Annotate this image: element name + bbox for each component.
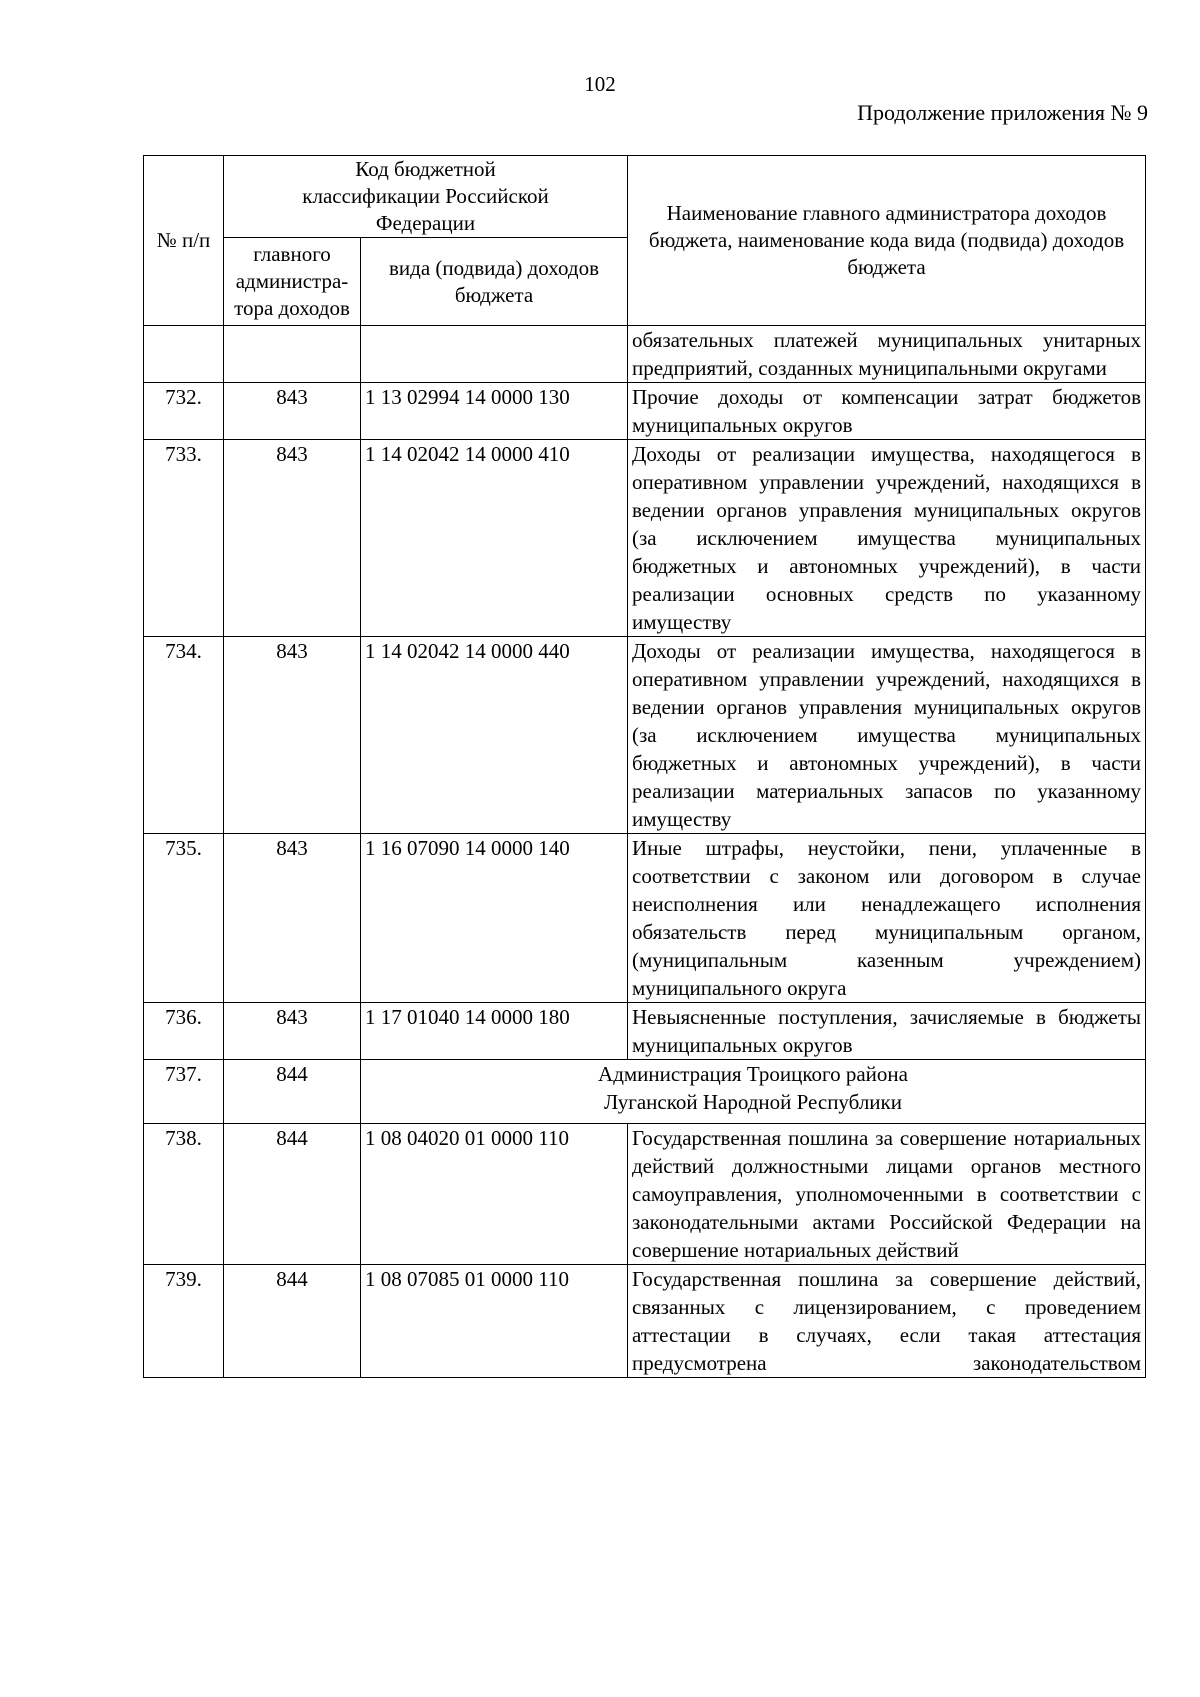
cell-desc: обязательных платежей муниципальных унитарных предприятий, созданных муниципальными округами — [628, 326, 1146, 383]
header-num: № п/п — [144, 156, 224, 326]
cell-desc: Государственная пошлина за совершение нотариальных действий должностными лицами органов местного самоуправления, уполномоченными в соответствии с законодательными актами Российской Федерации на совершение нотариальных действий — [628, 1124, 1146, 1265]
table-row — [144, 1003, 1146, 1060]
cell-num: 737. — [144, 1060, 224, 1124]
cell-admin: 843 — [224, 440, 361, 637]
cell-desc: Государственная пошлина за совершение действий, связанных с лицензированием, с проведением аттестации в случаях, если такая аттестация предусмотрена законодательством — [628, 1265, 1146, 1378]
cell-admin: 843 — [224, 637, 361, 834]
budget-classification-table — [143, 155, 1146, 1378]
cell-code: 1 14 02042 14 0000 440 — [361, 637, 628, 834]
cell-desc: Невыясненные поступления, зачисляемые в бюджеты муниципальных округов — [628, 1003, 1146, 1060]
cell-num: 738. — [144, 1124, 224, 1265]
cell-code — [361, 326, 628, 383]
section-row — [144, 1060, 1146, 1124]
appendix-note: Продолжение приложения № 9 — [857, 100, 1148, 125]
cell-code: 1 13 02994 14 0000 130 — [361, 383, 628, 440]
cell-desc: Доходы от реализации имущества, находящегося в оперативном управлении учреждений, находящихся в ведении органов управления муниципальных округов (за исключением имущества муниципальных бюджетных и автономных учреждений), в части реализации основных средств по указанному имуществу — [628, 440, 1146, 637]
section-title-line-2: Луганской Народной Республики — [604, 1090, 902, 1114]
cell-num: 735. — [144, 834, 224, 1003]
cell-code: 1 08 07085 01 0000 110 — [361, 1265, 628, 1378]
cell-desc: Прочие доходы от компенсации затрат бюджетов муниципальных округов — [628, 383, 1146, 440]
cell-code: 1 16 07090 14 0000 140 — [361, 834, 628, 1003]
header-admin: главного администра-тора доходов — [224, 238, 361, 326]
cell-num: 733. — [144, 440, 224, 637]
header-kbk-group: Код бюджетной классификации Российской Федерации — [224, 156, 628, 238]
page-number: 102 — [584, 72, 616, 96]
cell-code: 1 17 01040 14 0000 180 — [361, 1003, 628, 1060]
table-row — [144, 326, 1146, 383]
table-row — [144, 383, 1146, 440]
header-code: вида (подвида) доходов бюджета — [361, 238, 628, 326]
table-header — [144, 156, 1146, 326]
cell-admin: 844 — [224, 1265, 361, 1378]
cell-num: 734. — [144, 637, 224, 834]
cell-num: 736. — [144, 1003, 224, 1060]
cell-admin: 844 — [224, 1124, 361, 1265]
header-desc: Наименование главного администратора доходов бюджета, наименование кода вида (подвида) доходов бюджета — [628, 156, 1146, 326]
cell-num: 739. — [144, 1265, 224, 1378]
section-title-line-1: Администрация Троицкого района — [598, 1062, 908, 1086]
cell-admin: 843 — [224, 834, 361, 1003]
cell-admin: 843 — [224, 383, 361, 440]
cell-admin: 844 — [224, 1060, 361, 1124]
cell-code: 1 08 04020 01 0000 110 — [361, 1124, 628, 1265]
cell-num: 732. — [144, 383, 224, 440]
cell-code: 1 14 02042 14 0000 410 — [361, 440, 628, 637]
table-row — [144, 1265, 1146, 1378]
table-row — [144, 1124, 1146, 1265]
cell-admin — [224, 326, 361, 383]
table-row — [144, 440, 1146, 637]
cell-desc: Иные штрафы, неустойки, пени, уплаченные в соответствии с законом или договором в случае неисполнения или ненадлежащего исполнения обязательств перед муниципальным органом, (муниципальным казенным учреждением) муниципального округа — [628, 834, 1146, 1003]
cell-num — [144, 326, 224, 383]
cell-desc: Доходы от реализации имущества, находящегося в оперативном управлении учреждений, находящихся в ведении органов управления муниципальных округов (за исключением имущества муниципальных бюджетных и автономных учреждений), в части реализации материальных запасов по указанному имуществу — [628, 637, 1146, 834]
cell-admin: 843 — [224, 1003, 361, 1060]
table-row — [144, 834, 1146, 1003]
table-row — [144, 637, 1146, 834]
section-title — [361, 1060, 1146, 1124]
